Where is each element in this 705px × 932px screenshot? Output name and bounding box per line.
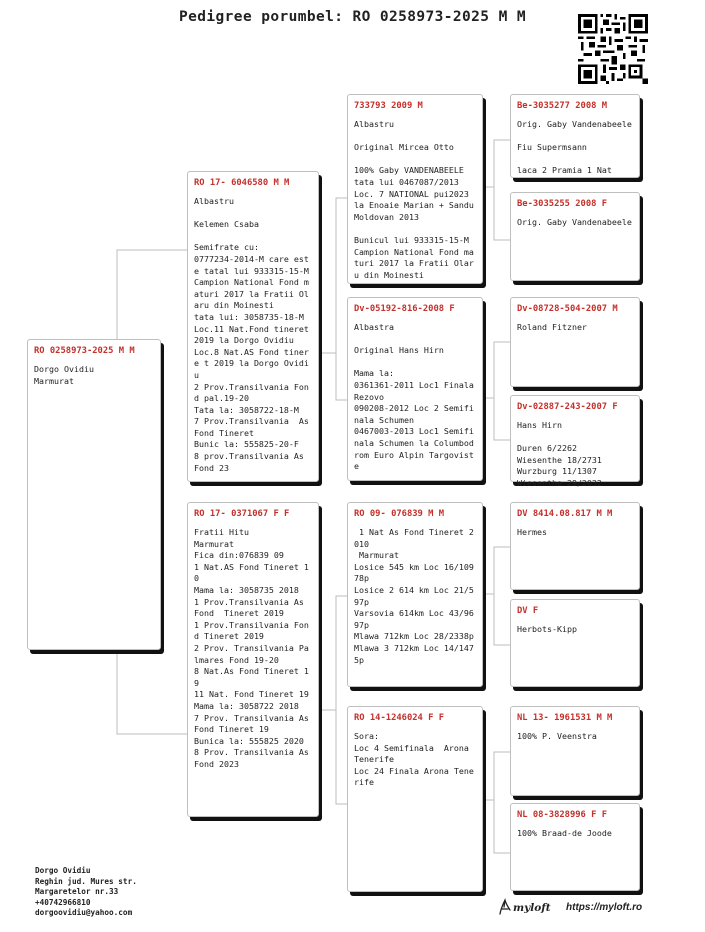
ring-number: RO 09- 076839 M M <box>354 509 445 519</box>
card-details: Albastru Kelemen Csaba Semifrate cu: 0777234-2014-M care este tatal lui 933315-15-M Campion National Fond maturi 2017 la Fratii Olaru din Moinesti tata lui: 3058735-18-M Loc.11 Nat.Fond tineret 2019 la Dorgo Ovidiu Loc.8 Nat.AS Fond tinere t 2019 la Dorgo Ovidiu 2 Prov.Transilvania Fond pal.19-20 Tata la: 3058722-18-M 7 Prov.Transilvania As Fond Tineret Bunic la: 555825-20-F 8 prov.Transilvania As Fond 23 <box>194 196 309 473</box>
pedigree-card-sire-dam[interactable] <box>347 297 483 481</box>
card-details: 1 Nat As Fond Tineret 2010 Marmurat Losice 545 km Loc 16/10978p Losice 2 614 km Loc 21/597p Varsovia 614km Loc 43/9697p Mlawa 712km Loc 28/2338p Mlawa 3 712km Loc 14/1475p <box>354 527 474 665</box>
ring-number: RO 0258973-2025 M M <box>34 346 135 356</box>
ring-number: NL 08-3828996 F F <box>517 810 608 820</box>
page-title: Pedigree porumbel: RO 0258973-2025 M M <box>179 9 526 25</box>
myloft-logo-icon <box>498 898 512 916</box>
ring-number: RO 17- 6046580 M M <box>194 178 290 188</box>
pedigree-card-sire[interactable] <box>187 171 319 482</box>
card-details: 100% Braad-de Joode <box>517 828 612 838</box>
pedigree-card-dam-sire[interactable] <box>347 502 483 687</box>
ring-number: Be-3035277 2008 M <box>517 101 608 111</box>
card-details: Dorgo Ovidiu Marmurat <box>34 364 94 386</box>
pedigree-card-dss[interactable] <box>510 502 640 590</box>
owner-contact: Dorgo Ovidiu Reghin jud. Mures str. Margaretelor nr.33 +40742966810 dorgoovidiu@yahoo.com <box>35 866 137 917</box>
ring-number: Be-3035255 2008 F <box>517 199 608 209</box>
card-details: Albastra Original Hans Hirn Mama la: 0361361-2011 Loc1 Finala Rezovo 090208-2012 Loc 2 Semifi nala Schumen 0467003-2013 Loc1 Semifi nala Schumen la Columbod rom Euro Alpin Targoviste <box>354 322 474 472</box>
ring-number: DV F <box>517 606 539 616</box>
pedigree-card-ddd[interactable] <box>510 803 640 891</box>
card-details: Hermes <box>517 527 547 537</box>
pedigree-card-dam-dam[interactable] <box>347 706 483 892</box>
brand-name: myloft <box>513 902 551 914</box>
pedigree-card-dsd[interactable] <box>510 599 640 687</box>
ring-number: Dv-08728-504-2007 M <box>517 304 618 314</box>
pedigree-card-sss[interactable] <box>510 94 640 178</box>
ring-number: Dv-05192-816-2008 F <box>354 304 455 314</box>
pedigree-card-sire-sire[interactable] <box>347 94 483 284</box>
card-details: Roland Fitzner <box>517 322 587 332</box>
card-details: Orig. Gaby Vandenabeele <box>517 217 632 227</box>
ring-number: RO 17- 0371067 F F <box>194 509 290 519</box>
card-details: Herbots-Kipp <box>517 624 577 634</box>
pedigree-card-dam[interactable] <box>187 502 319 817</box>
card-details: Fratii Hitu Marmurat Fica din:076839 09 1 Nat.AS Fond Tineret 10 Mama la: 3058735 2018 1 Prov.Transilvania As Fond Tineret 2019 1 Prov.Transilvania Fond Tineret 2019 2 Prov. Transilvania Palmares Fond 19-20 8 Nat.As Fond Tineret 19 11 Nat. Fond Tineret 19 Mama la: 3058722 2018 7 Prov. Transilvania As Fond Tineret 19 Bunica la: 555825 2020 8 Prov. Transilvania As Fond 2023 <box>194 527 309 769</box>
card-details: Orig. Gaby Vandenabeele Fiu Supermsann laca 2 Pramia 1 Nat <box>517 119 632 176</box>
ring-number: RO 14-1246024 F F <box>354 713 445 723</box>
ring-number: 733793 2009 M <box>354 101 423 111</box>
pedigree-card-sdd[interactable] <box>510 395 640 488</box>
branding <box>498 898 648 918</box>
pedigree-card-dds[interactable] <box>510 706 640 796</box>
pedigree-card-ssd[interactable] <box>510 192 640 281</box>
pedigree-card-subject[interactable] <box>27 339 161 650</box>
card-details: Sora: Loc 4 Semifinala Arona Tenerife Loc 24 Finala Arona Tenerife <box>354 731 474 788</box>
card-details: 100% P. Veenstra <box>517 731 597 741</box>
brand-url[interactable]: https://myloft.ro <box>566 902 643 913</box>
ring-number: Dv-02887-243-2007 F <box>517 402 618 412</box>
card-details: Albastru Original Mircea Otto 100% Gaby VANDENABEELE tata lui 0467087/2013 Loc. 7 NATIONAL pui2023 la Enoaie Marian + Sandu Moldovan 2013 Bunicul lui 933315-15-M Campion National Fond ma turi 2017 la Fratii Olaru din Moinesti <box>354 119 474 280</box>
ring-number: NL 13- 1961531 M M <box>517 713 613 723</box>
pedigree-card-sds[interactable] <box>510 297 640 387</box>
ring-number: DV 8414.08.817 M M <box>517 509 613 519</box>
card-details: Hans Hirn Duren 6/2262 Wiesenthe 18/2731 Wurzburg 11/1307 Wiesenthe 29/2032 <box>517 420 602 488</box>
